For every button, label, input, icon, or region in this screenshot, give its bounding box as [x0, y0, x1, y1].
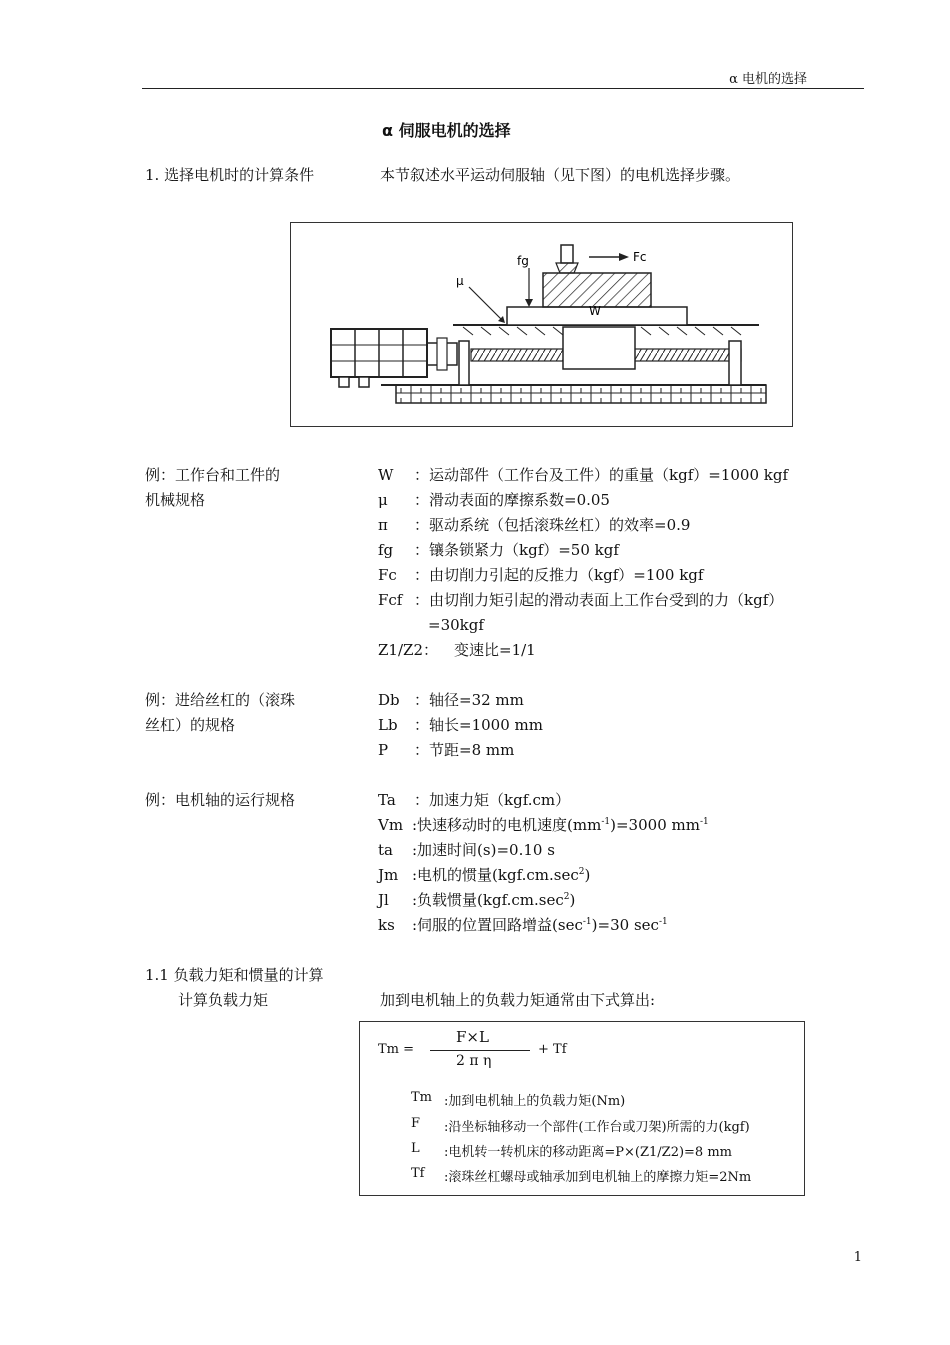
spec-symbol: Ta: [378, 791, 396, 809]
spec-row-fg: [378, 538, 619, 563]
formula-denominator: 2 π η: [456, 1053, 492, 1069]
spec-row-ta: [378, 788, 570, 813]
machine-diagram: [290, 222, 793, 427]
superscript: 2: [563, 892, 570, 902]
formula-numerator: F×L: [456, 1028, 489, 1046]
spec-text: ：镶条锁紧力（kgf）=50 kgf: [414, 541, 619, 559]
running-header: α 电机的选择: [729, 72, 807, 87]
spec-symbol: fg: [378, 541, 394, 559]
def-text: :滚珠丝杠螺母或轴承加到电机轴上的摩擦力矩=2Nm: [444, 1170, 752, 1185]
spec-text: :伺服的位置回路增益(sec: [412, 916, 583, 934]
spec-row-ks: [378, 913, 668, 938]
table-spec-label-1: 例：工作台和工件的: [145, 466, 281, 484]
spec-text: 变速比=1/1: [454, 641, 536, 659]
spec-row-lb: [378, 713, 543, 738]
spec-text: ：滑动表面的摩擦系数=0.05: [414, 491, 610, 509]
spec-text: ): [584, 866, 591, 884]
formula-lhs: Tm =: [378, 1042, 415, 1057]
section1-intro: 本节叙述水平运动伺服轴（见下图）的电机选择步骤。: [380, 166, 741, 184]
spec-row-mu: [378, 488, 610, 513]
spec-symbol: P: [378, 741, 389, 759]
spec-row-tacc: [378, 838, 555, 863]
def-symbol: Tf: [411, 1166, 425, 1181]
spec-symbol: Db: [378, 691, 400, 709]
spec-row-db: [378, 688, 524, 713]
machine-diagram-svg: [291, 223, 792, 426]
spec-row-pi: [378, 513, 690, 538]
spec-symbol: ks: [378, 916, 395, 934]
label-mu: μ: [456, 274, 464, 288]
spec-text: :加速时间(s)=0.10 s: [412, 841, 555, 859]
spec-text: =30kgf: [428, 616, 484, 634]
label-fc: Fc: [633, 250, 647, 264]
spec-text: )=30 sec: [591, 916, 659, 934]
superscript: -1: [601, 817, 611, 827]
spec-symbol: Jm: [378, 866, 399, 884]
fraction-bar: [430, 1050, 530, 1051]
spec-row-jm: [378, 863, 590, 888]
spec-symbol: Lb: [378, 716, 398, 734]
page-number: 1: [853, 1250, 862, 1265]
spec-text: )=3000 mm: [610, 816, 700, 834]
spec-symbol: W: [378, 466, 394, 484]
def-symbol: L: [411, 1141, 420, 1156]
superscript: -1: [699, 817, 709, 827]
superscript: -1: [658, 917, 668, 927]
spec-text: ：轴长=1000 mm: [414, 716, 543, 734]
header-rule: [142, 88, 864, 89]
spec-text: :电机的惯量(kgf.cm.sec: [412, 866, 579, 884]
spec-row-jl: [378, 888, 575, 913]
spec-text: ：驱动系统（包括滚珠丝杠）的效率=0.9: [414, 516, 691, 534]
superscript: 2: [578, 867, 585, 877]
spec-row-w: [378, 463, 788, 488]
spec-text: :快速移动时的电机速度(mm: [412, 816, 602, 834]
spec-row-fcf: [378, 588, 783, 613]
page-title: α 伺服电机的选择: [382, 121, 511, 140]
def-text: :电机转一转机床的移动距离=P×(Z1/Z2)=8 mm: [444, 1145, 732, 1160]
spec-symbol: Vm: [378, 816, 404, 834]
spec-symbol: Jl: [378, 891, 389, 909]
formula-rhs: + Tf: [538, 1042, 567, 1057]
spec-symbol: Z1/Z2：: [378, 641, 438, 659]
table-spec-label-2: 机械规格: [145, 491, 206, 509]
section11-intro: 加到电机轴上的负载力矩通常由下式算出:: [380, 991, 656, 1009]
spec-text: ：轴径=32 mm: [414, 691, 524, 709]
spec-symbol: μ: [378, 491, 388, 509]
superscript: -1: [582, 917, 592, 927]
spec-symbol: Fc: [378, 566, 397, 584]
spec-text: ：由切削力引起的反推力（kgf）=100 kgf: [414, 566, 704, 584]
spec-symbol: π: [378, 516, 388, 534]
screw-spec-label-1: 例：进给丝杠的（滚珠: [145, 691, 296, 709]
def-text: :加到电机轴上的负载力矩(Nm): [444, 1094, 626, 1109]
spec-row-fcf-cont: [378, 613, 484, 638]
screw-spec-label-2: 丝杠）的规格: [145, 716, 236, 734]
spec-text: ：由切削力矩引起的滑动表面上工作台受到的力（kgf）: [414, 591, 784, 609]
spec-symbol: ta: [378, 841, 393, 859]
spec-row-vm: [378, 813, 709, 838]
spec-row-p: [378, 738, 514, 763]
label-w: W: [589, 304, 601, 318]
spec-text: ：节距=8 mm: [414, 741, 515, 759]
formula-box: [359, 1021, 805, 1196]
motor-spec-label: 例：电机轴的运行规格: [145, 791, 296, 809]
spec-symbol: Fcf: [378, 591, 403, 609]
def-text: :沿坐标轴移动一个部件(工作台或刀架)所需的力(kgf): [444, 1120, 750, 1135]
section11-heading: 1.1 负载力矩和惯量的计算: [145, 966, 324, 984]
def-symbol: Tm: [411, 1090, 432, 1105]
spec-text: ：加速力矩（kgf.cm）: [414, 791, 571, 809]
section1-heading: 1. 选择电机时的计算条件: [145, 166, 315, 184]
spec-text: ：运动部件（工作台及工件）的重量（kgf）=1000 kgf: [414, 466, 788, 484]
def-symbol: F: [411, 1116, 421, 1131]
label-fg: fg: [517, 254, 529, 268]
spec-row-fc: [378, 563, 703, 588]
section11-subheading: 计算负载力矩: [178, 991, 269, 1009]
spec-row-ratio: [378, 638, 536, 663]
spec-text: :负载惯量(kgf.cm.sec: [412, 891, 564, 909]
spec-text: ): [569, 891, 576, 909]
